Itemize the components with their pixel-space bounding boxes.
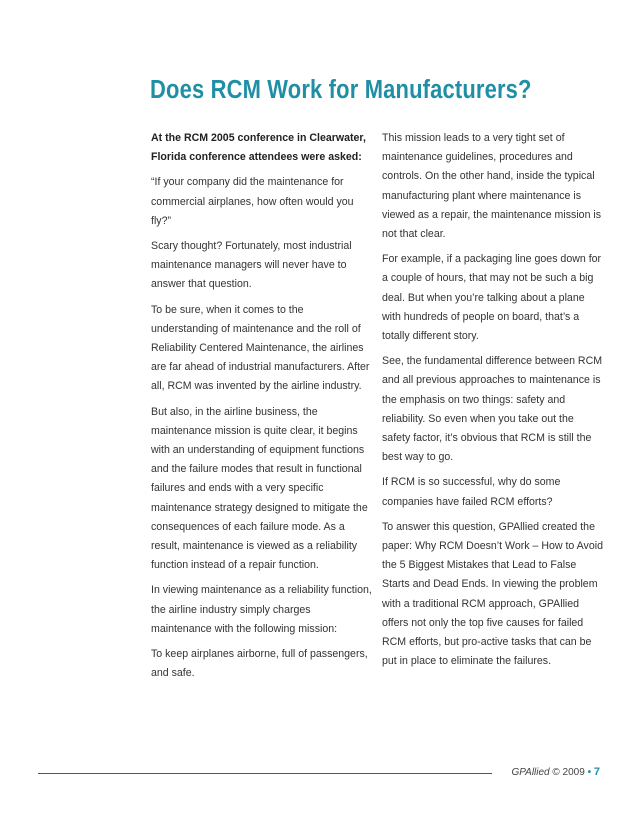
paragraph: “If your company did the maintenance for commercial airplanes, how often would you fly?”	[151, 176, 354, 227]
paragraph: To keep airplanes airborne, full of passengers, and safe.	[151, 648, 368, 680]
paragraph: To answer this question, GPAllied created the paper: Why RCM Doesn’t Work – How to Avoid the 5 Biggest Mistakes that Lead to False Starts and Dead Ends. In viewing the problem with a traditional RCM approach, GPAllied offers not only the top five causes for failed RCM efforts, but pro-active tasks that can be put in place to eliminate the failures.	[382, 520, 603, 668]
footer-copyright: © 2009	[552, 767, 585, 778]
footer-brand: GPAllied	[511, 767, 550, 778]
footer-bullet: •	[587, 767, 592, 778]
paragraph: But also, in the airline business, the maintenance mission is quite clear, it begins with an understanding of equipment functions and the failure modes that result in functional failures and ends with a very specific maintenance strategy designed to mitigate the consequences of each failure mode. As a result, maintenance is viewed as a reliability function instead of a repair function.	[151, 405, 368, 572]
paragraph: In viewing maintenance as a reliability function, the airline industry simply charges maintenance with the following mission:	[151, 584, 372, 635]
paragraph: To be sure, when it comes to the understanding of maintenance and the roll of Reliability Centered Maintenance, the airlines are far ahead of industrial manufacturers. After all, RCM was invented by the airline industry.	[151, 303, 370, 393]
page-number: 7	[593, 766, 600, 778]
footer-rule	[38, 773, 492, 774]
paragraph: If RCM is so successful, why do some companies have failed RCM efforts?	[382, 476, 561, 508]
paragraph: Scary thought? Fortunately, most industrial maintenance managers will never have to answer that question.	[151, 240, 352, 291]
right-column	[382, 129, 604, 677]
article-title: Does RCM Work for Manufacturers?	[150, 76, 532, 104]
paragraph: See, the fundamental difference between RCM and all previous approaches to maintenance is the emphasis on two things: safety and reliability. So even when you take out the safety factor, it’s obvious that RCM is still the best way to go.	[382, 355, 603, 464]
lead-paragraph: At the RCM 2005 conference in Clearwater, Florida conference attendees were asked:	[151, 132, 366, 164]
paragraph: This mission leads to a very tight set of maintenance guidelines, procedures and controls. On the other hand, inside the typical manufacturing plant where maintenance is viewed as a repair, the maintenance mission is not that clear.	[382, 132, 602, 241]
paragraph: For example, if a packaging line goes down for a couple of hours, that may not be such a big deal. But when you’re talking about a plane with hundreds of people on board, that’s a totally different story.	[382, 253, 602, 343]
page-footer	[511, 766, 600, 778]
left-column	[151, 129, 373, 689]
